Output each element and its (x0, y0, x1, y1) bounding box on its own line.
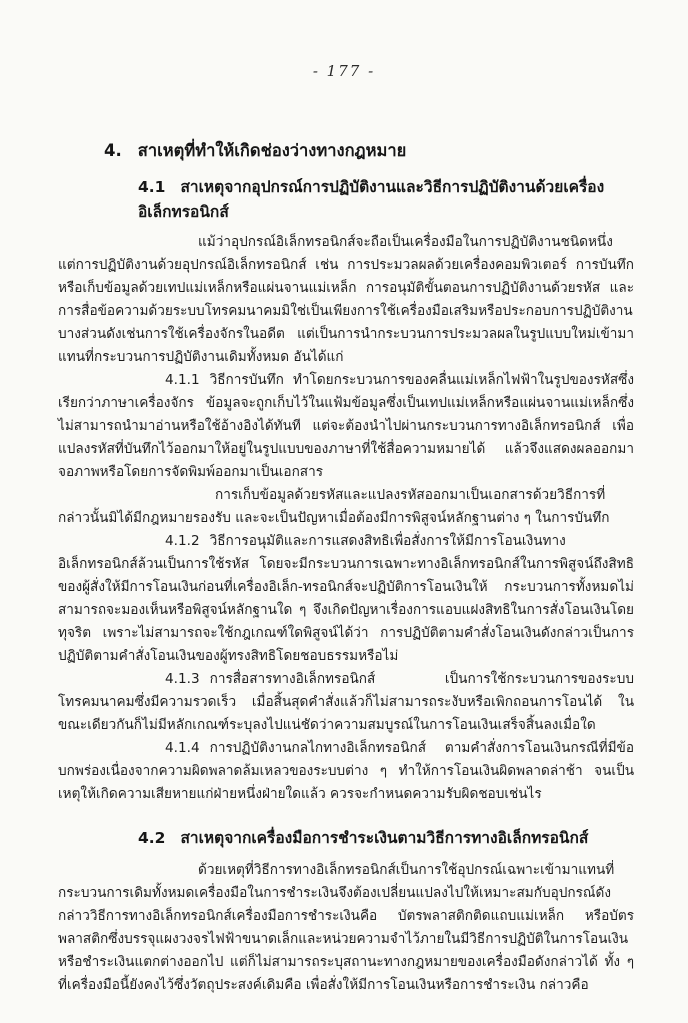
item-4-1-3-number: 4.1.3 (165, 671, 200, 687)
item-4-1-2-text: วิธีการอนุมัติและการแสดงสิทธิเพื่อสั่งการให้มีการโอนเงินทางอิเล็กทรอนิกส์ล้วนเป็นการใช้รหัส โดยจะมีกระบวนการเฉพาะทางอิเล็กทรอนิกส์ในการพิสูจน์ถึงสิทธิของผู้สั่งให้มีการโอนเงินก่อนที่เครื่องอิเล็ก-ทรอนิกส์จะปฏิบัติการโอนเงินให้ กระบวนการทั้งหมดไม่สามารถจะมองเห็นหรือพิสูจน์หลักฐานใด ๆ จึงเกิดปัญหาเรื่องการแอบแฝงสิทธิในการสั่งโอนเงินโดยทุจริต เพราะไม่สามารถจะใช้กฎเกณฑ์ใดพิสูจน์ได้ว่า การปฏิบัติตามคำสั่งโอนเงินดังกล่าวเป็นการปฏิบัติตามคำสั่งโอนเงินของผู้ทรงสิทธิโดยชอบธรรมหรือไม่ (58, 533, 634, 664)
page-content (58, 138, 634, 997)
section-4-title: สาเหตุที่ทำให้เกิดช่องว่างทางกฎหมาย (137, 141, 407, 160)
item-4-1-3 (58, 668, 634, 737)
page-number: - 177 - (312, 62, 376, 80)
item-4-1-1 (58, 369, 634, 484)
section-4-2-heading (138, 825, 634, 850)
item-4-1-3-text: การสื่อสารทางอิเล็กทรอนิกส์ เป็นการใช้กระบวนการของระบบโทรคมนาคมซึ่งมีความรวดเร็ว เมื่อสิ้นสุดคำสั่งแล้วก็ไม่สามารถระงับหรือเพิกถอนการโอนได้ ในขณะเดียวกันก็ไม่มีหลักเกณฑ์ระบุลงไปแน่ชัดว่าความสมบูรณ์ในการโอนเงินเสร็จสิ้นลงเมื่อใด (58, 671, 634, 733)
item-4-1-4 (58, 737, 634, 806)
section-4-1-number: 4.1 (138, 178, 166, 196)
item-4-1-1-number: 4.1.1 (165, 372, 200, 388)
item-4-1-2 (58, 530, 634, 668)
section-4-2-title: สาเหตุจากเครื่องมือการชำระเงินตามวิธีการทางอิเล็กทรอนิกส์ (180, 829, 589, 847)
section-4-1-heading (138, 174, 634, 224)
paragraph-4-1-intro: แม้ว่าอุปกรณ์อิเล็กทรอนิกส์จะถือเป็นเครื่องมือในการปฏิบัติงานชนิดหนึ่ง แต่การปฏิบัติงานด้วยอุปกรณ์อิเล็กทรอนิกส์ เช่น การประมวลผลด้วยเครื่องคอมพิวเตอร์ การบันทึกหรือเก็บข้อมูลด้วยเทปแม่เหล็กหรือแผ่นจานแม่เหล็ก การอนุมัติขั้นตอนการปฏิบัติงานด้วยรหัส และการสื่อข้อความด้วยระบบโทรคมนาคมมิใช่เป็นเพียงการใช้เครื่องมือเสริมหรือประกอบการปฏิบัติงานบางส่วนดังเช่นการใช้เครื่องจักรในอดีต แต่เป็นการนำกระบวนการประมวลผลในรูปแบบใหม่เข้ามาแทนที่กระบวนการปฏิบัติงานเดิมทั้งหมด อันได้แก่ (58, 234, 634, 365)
paragraph-4-2-intro: ด้วยเหตุที่วิธีการทางอิเล็กทรอนิกส์เป็นการใช้อุปกรณ์เฉพาะเข้ามาแทนที่กระบวนการเดิมทั้งหมดเครื่องมือในการชำระเงินจึงต้องเปลี่ยนแปลงไปให้เหมาะสมกับอุปกรณ์ดังกล่าววิธีการทางอิเล็กทรอนิกส์เครื่องมือการชำระเงินคือ บัตรพลาสติกติดแถบแม่เหล็ก หรือบัตรพลาสติกซึ่งบรรจุแผงวงจรไฟฟ้าขนาดเล็กและหน่วยความจำไว้ภายในมีวิธีการปฏิบัติในการโอนเงินหรือชำระเงินแตกต่างออกไป แต่ก็ไม่สามารถระบุสถานะทางกฎหมายของเครื่องมือดังกล่าวได้ ทั้ง ๆ ที่เครื่องมือนี้ยังคงไว้ซึ่งวัตถุประสงค์เดิมคือ เพื่อสั่งให้มีการโอนเงินหรือการชำระเงิน กล่าวคือ (58, 862, 634, 993)
item-4-1-1-text: วิธีการบันทึก ทำโดยกระบวนการของคลื่นแม่เหล็กไฟฟ้าในรูปของรหัสซึ่งเรียกว่าภาษาเครื่องจักร ข้อมูลจะถูกเก็บไว้ในแฟ้มข้อมูลซึ่งเป็นเทปแม่เหล็กหรือแผ่นจานแม่เหล็กซึ่งไม่สามารถนำมาอ่านหรือใช้อ้างอิงได้ทันที แต่จะต้องนำไปผ่านกระบวนการทางอิเล็กทรอนิกส์ เพื่อแปลงรหัสที่บันทึกไว้ออกมาให้อยู่ในรูปแบบของภาษาที่ใช้สื่อความหมายได้ แล้วจึงแสดงผลออกมาจอภาพหรือโดยการจัดพิมพ์ออกมาเป็นเอกสาร (58, 372, 634, 480)
section-4-2-number: 4.2 (138, 829, 166, 847)
paragraph-record-note: การเก็บข้อมูลด้วยรหัสและแปลงรหัสออกมาเป็นเอกสารด้วยวิธีการที่กล่าวนั้นมิได้มีกฎหมายรองรับ และจะเป็นปัญหาเมื่อต้องมีการพิสูจน์หลักฐานต่าง ๆ ในการบันทึก (58, 487, 610, 526)
item-4-1-4-number: 4.1.4 (165, 740, 200, 756)
section-4-1-title: สาเหตุจากอุปกรณ์การปฏิบัติงานและวิธีการปฏิบัติงานด้วยเครื่องอิเล็กทรอนิกส์ (138, 178, 605, 221)
section-4-number: 4. (104, 141, 122, 160)
item-4-1-2-number: 4.1.2 (165, 533, 200, 549)
section-4-heading (104, 138, 634, 164)
item-4-1-4-text: การปฏิบัติงานกลไกทางอิเล็กทรอนิกส์ ตามคำสั่งการโอนเงินกรณีที่มีข้อบกพร่องเนื่องจากความผิดพลาดล้มเหลวของระบบต่าง ๆ ทำให้การโอนเงินผิดพลาดล่าช้า จนเป็นเหตุให้เกิดความเสียหายแก่ฝ่ายหนึ่งฝ่ายใดแล้ว ควรจะกำหนดความรับผิดชอบเช่นไร (58, 740, 634, 802)
